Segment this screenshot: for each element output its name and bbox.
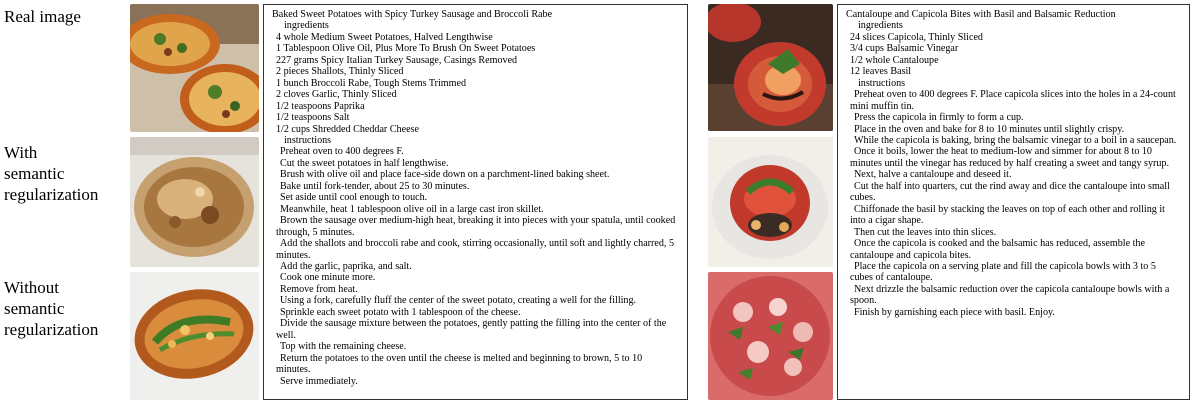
ingredient-item: 1/2 teaspoons Salt	[276, 112, 350, 124]
ingredient-item: 2 cloves Garlic, Thinly Sliced	[276, 89, 397, 101]
label-with-semantic-regularization: With semantic regularization	[4, 143, 99, 204]
instruction-step: Cook one minute more.	[280, 272, 376, 284]
instruction-step: Return the potatoes to the oven until the cheese is melted and beginning to brown, 5 to 10 minutes.	[276, 352, 643, 376]
instruction-step: Set aside until cool enough to touch.	[280, 192, 428, 204]
label-real-image: Real image	[4, 7, 81, 26]
photo-capicola-real	[708, 4, 833, 131]
instructions-list	[846, 89, 1181, 318]
ingredients-heading: ingredients	[858, 20, 903, 32]
ingredient-item: 12 leaves Basil	[850, 66, 912, 78]
instruction-step: Brown the sausage over medium-high heat, breaking it into pieces with your spatula, until cooked through, 5 minutes.	[276, 215, 676, 238]
instruction-step: Cut the half into quarters, cut the rind away and dice the cantaloupe into small cubes.	[850, 180, 1170, 204]
instruction-step: While the capicola is baking, bring the balsamic vinegar to a boil in a saucepan.	[854, 134, 1177, 146]
instruction-step: Meanwhile, heat 1 tablespoon olive oil in a large cast iron skillet.	[280, 203, 544, 215]
ingredient-item: 2 pieces Shallots, Thinly Sliced	[276, 66, 404, 78]
ingredients-list	[846, 32, 1181, 78]
recipe-title: Cantaloupe and Capicola Bites with Basil and Balsamic Reduction	[846, 9, 1116, 20]
recipe-text-cantaloupe-capicola	[837, 4, 1190, 400]
ingredients-list	[272, 32, 679, 135]
photo-capicola-without-regularization	[708, 272, 833, 400]
ingredient-item: 1 bunch Broccoli Rabe, Tough Stems Trimmed	[276, 77, 467, 89]
instruction-step: Sprinkle each sweet potato with 1 tablespoon of the cheese.	[280, 306, 521, 318]
recipe-title: Baked Sweet Potatoes with Spicy Turkey Sausage and Broccoli Rabe	[272, 9, 553, 20]
instructions-heading: instructions	[858, 77, 906, 89]
instruction-step: Top with the remaining cheese.	[280, 341, 407, 353]
ingredient-item: 3/4 cups Balsamic Vinegar	[850, 43, 959, 55]
ingredient-item: 4 whole Medium Sweet Potatoes, Halved Lengthwise	[276, 31, 493, 43]
ingredient-item: 1/2 whole Cantaloupe	[850, 54, 939, 66]
photo-capicola-with-regularization	[708, 137, 833, 267]
instructions-heading: instructions	[284, 134, 332, 146]
label-without-semantic-regularization: Without semantic regularization	[4, 278, 99, 339]
ingredient-item: 227 grams Spicy Italian Turkey Sausage, Casings Removed	[276, 54, 518, 66]
instruction-step: Next drizzle the balsamic reduction over the capicola cantaloupe bowls with a spoon.	[850, 283, 1170, 307]
instruction-step: Preheat oven to 400 degrees F.	[280, 146, 404, 158]
instruction-step: Place in the oven and bake for 8 to 10 minutes until slightly crispy.	[854, 123, 1125, 135]
instruction-step: Divide the sausage mixture between the potatoes, gently patting the filling into the center of the well.	[276, 318, 667, 341]
ingredient-item: 1/2 teaspoons Paprika	[276, 100, 365, 112]
recipe-text-sweet-potatoes	[263, 4, 688, 400]
instruction-step: Using a fork, carefully fluff the center of the sweet potato, creating a well for the filling.	[280, 295, 637, 307]
ingredients-heading: ingredients	[284, 20, 329, 32]
instructions-list	[272, 146, 679, 387]
instruction-step: Preheat oven to 400 degrees F. Place capicola slices into the holes in a 24-count mini muffin tin.	[850, 89, 1176, 112]
instruction-step: Chiffonade the basil by stacking the leaves on top of each other and rolling it into a cigar shape.	[850, 203, 1165, 227]
instruction-step: Finish by garnishing each piece with basil. Enjoy.	[854, 306, 1055, 318]
photo-sweet-potato-with-regularization	[130, 137, 259, 267]
ingredient-item: 1/2 cups Shredded Cheddar Cheese	[276, 123, 419, 135]
instruction-step: Remove from heat.	[280, 283, 358, 295]
ingredient-item: 24 slices Capicola, Thinly Sliced	[850, 31, 983, 43]
instruction-step: Brush with olive oil and place face-side down on a parchment-lined baking sheet.	[280, 169, 610, 181]
instruction-step: Next, halve a cantaloupe and deseed it.	[854, 169, 1012, 181]
instruction-step: Add the garlic, paprika, and salt.	[280, 260, 412, 272]
ingredient-item: 1 Tablespoon Olive Oil, Plus More To Brush On Sweet Potatoes	[276, 43, 536, 55]
instruction-step: Press the capicola in firmly to form a cup.	[854, 112, 1024, 124]
instruction-step: Place the capicola on a serving plate and fill the capicola bowls with 3 to 5 cubes of cantaloupe.	[850, 260, 1156, 284]
instruction-step: Then cut the leaves into thin slices.	[854, 226, 997, 238]
instruction-step: Bake until fork-tender, about 25 to 30 minutes.	[280, 180, 470, 192]
instruction-step: Serve immediately.	[280, 375, 358, 387]
photo-sweet-potato-real	[130, 4, 259, 132]
instruction-step: Once the capicola is cooked and the balsamic has reduced, assemble the cantaloupe and capicola bites.	[850, 238, 1145, 261]
instruction-step: Add the shallots and broccoli rabe and cook, stirring occasionally, until soft and lightly charred, 5 minutes.	[276, 238, 675, 261]
instruction-step: Cut the sweet potatoes in half lengthwise.	[280, 157, 449, 169]
photo-sweet-potato-without-regularization	[130, 272, 259, 400]
instruction-step: Once it boils, lower the heat to medium-low and simmer for about 8 to 10 minutes until the vinegar has reduced by half creating a sweet and tangy syrup.	[850, 146, 1169, 169]
